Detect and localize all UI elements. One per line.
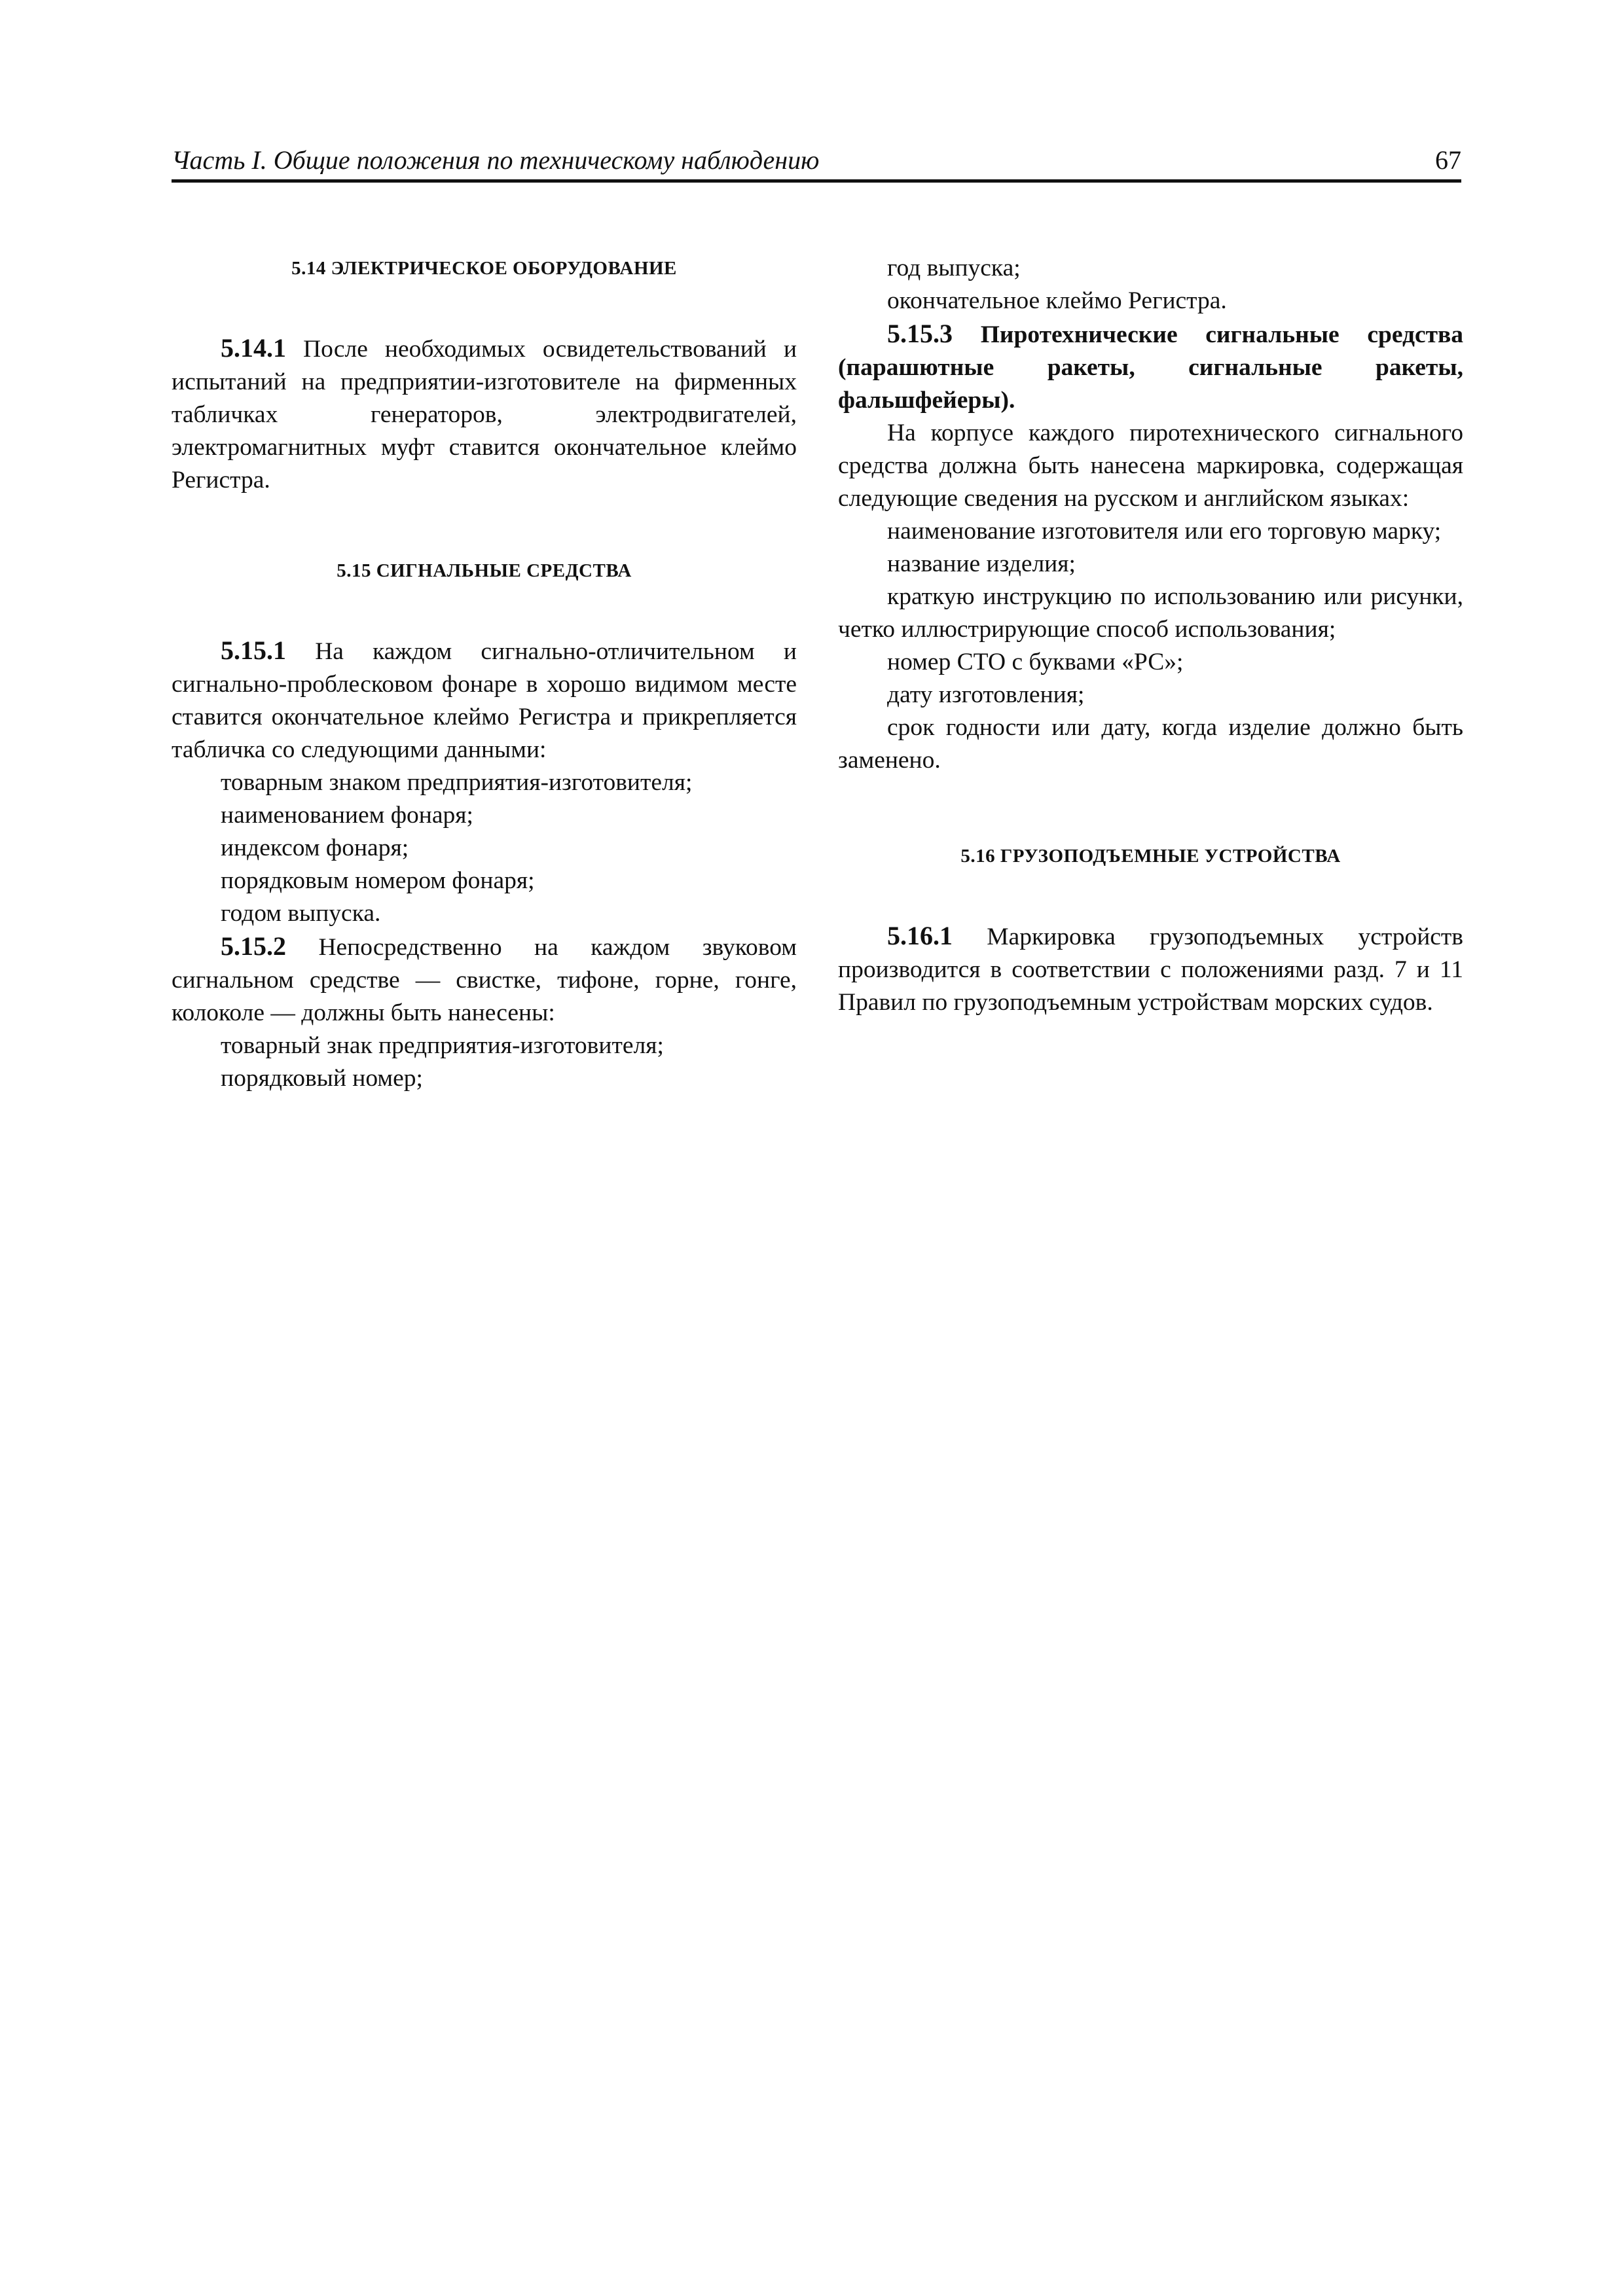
list-item: дату изготовления;	[887, 681, 1085, 708]
paragraph-number: 5.15.2	[221, 931, 286, 961]
paragraph-5-14-1	[172, 332, 797, 497]
paragraph-5-15-2	[172, 930, 797, 1030]
list-item: срок годности или дату, когда изделие должно быть заменено.	[838, 714, 1463, 774]
paragraph-text: Маркировка грузоподъемных устройств производится в соответствии с положениями разд. 7 и 11 Правил по грузоподъемным устройствам морских судов.	[838, 924, 1463, 1016]
paragraph-title: Пиротехнические сигнальные средства (парашютные ракеты, сигнальные ракеты, фальшфейеры).	[838, 321, 1464, 414]
running-title: Часть I. Общие положения по техническому наблюдению	[172, 145, 820, 175]
paragraph-5-16-1	[838, 920, 1463, 1019]
left-column	[172, 252, 797, 1095]
list-item: товарный знак предприятия-изготовителя;	[221, 1032, 664, 1059]
section-heading-5-16: 5.16 ГРУЗОПОДЪЕМНЫЕ УСТРОЙСТВА	[960, 846, 1341, 867]
list-item: краткую инструкцию по использованию или рисунки, четко иллюстрирующие способ использования;	[838, 583, 1463, 643]
list-item: название изделия;	[887, 550, 1076, 577]
list-item: год выпуска;	[887, 255, 1021, 281]
section-heading-5-15: 5.15 СИГНАЛЬНЫЕ СРЕДСТВА	[337, 560, 632, 581]
list-item: наименование изготовителя или его торговую марку;	[887, 518, 1442, 545]
paragraph-number: 5.16.1	[887, 921, 953, 950]
paragraph-number: 5.15.3	[887, 319, 953, 348]
paragraph-5-15-3-title	[838, 317, 1463, 417]
paragraph-number: 5.15.1	[221, 636, 286, 665]
list-item: порядковым номером фонаря;	[221, 867, 535, 894]
paragraph-text: На каждом сигнально-отличительном и сигнально-проблесковом фонаре в хорошо видимом месте ставится окончательное клеймо Регистра и прикрепляется табличка со следующими данными:	[172, 638, 797, 763]
section-heading-5-14: 5.14 ЭЛЕКТРИЧЕСКОЕ ОБОРУДОВАНИЕ	[291, 258, 677, 279]
running-header	[172, 139, 1461, 183]
list-item: индексом фонаря;	[221, 834, 409, 861]
list-item: порядковый номер;	[221, 1065, 423, 1092]
page-number: 67	[1435, 145, 1461, 175]
list-item: товарным знаком предприятия-изготовителя;	[221, 769, 693, 796]
list-item: наименованием фонаря;	[221, 802, 473, 829]
paragraph-text: Непосредственно на каждом звуковом сигнальном средстве — свистке, тифоне, горне, гонге, колоколе — должны быть нанесены:	[172, 934, 797, 1026]
right-column	[838, 252, 1463, 1019]
paragraph-text: После необходимых освидетельствований и испытаний на предприятии-изготовителе на фирменных табличках генераторов, электродвигателей, электромагнитных муфт ставится окончательное клеймо Регистра.	[172, 336, 797, 493]
list-item: номер СТО с буквами «РС»;	[887, 649, 1184, 675]
paragraph-5-15-1	[172, 634, 797, 766]
list-item: годом выпуска.	[221, 900, 381, 927]
paragraph-number: 5.14.1	[221, 333, 286, 363]
list-item: окончательное клеймо Регистра.	[887, 287, 1227, 314]
paragraph-5-15-3: На корпусе каждого пиротехнического сигнального средства должна быть нанесена маркировка, содержащая следующие сведения на русском и английском языках:	[838, 420, 1463, 512]
